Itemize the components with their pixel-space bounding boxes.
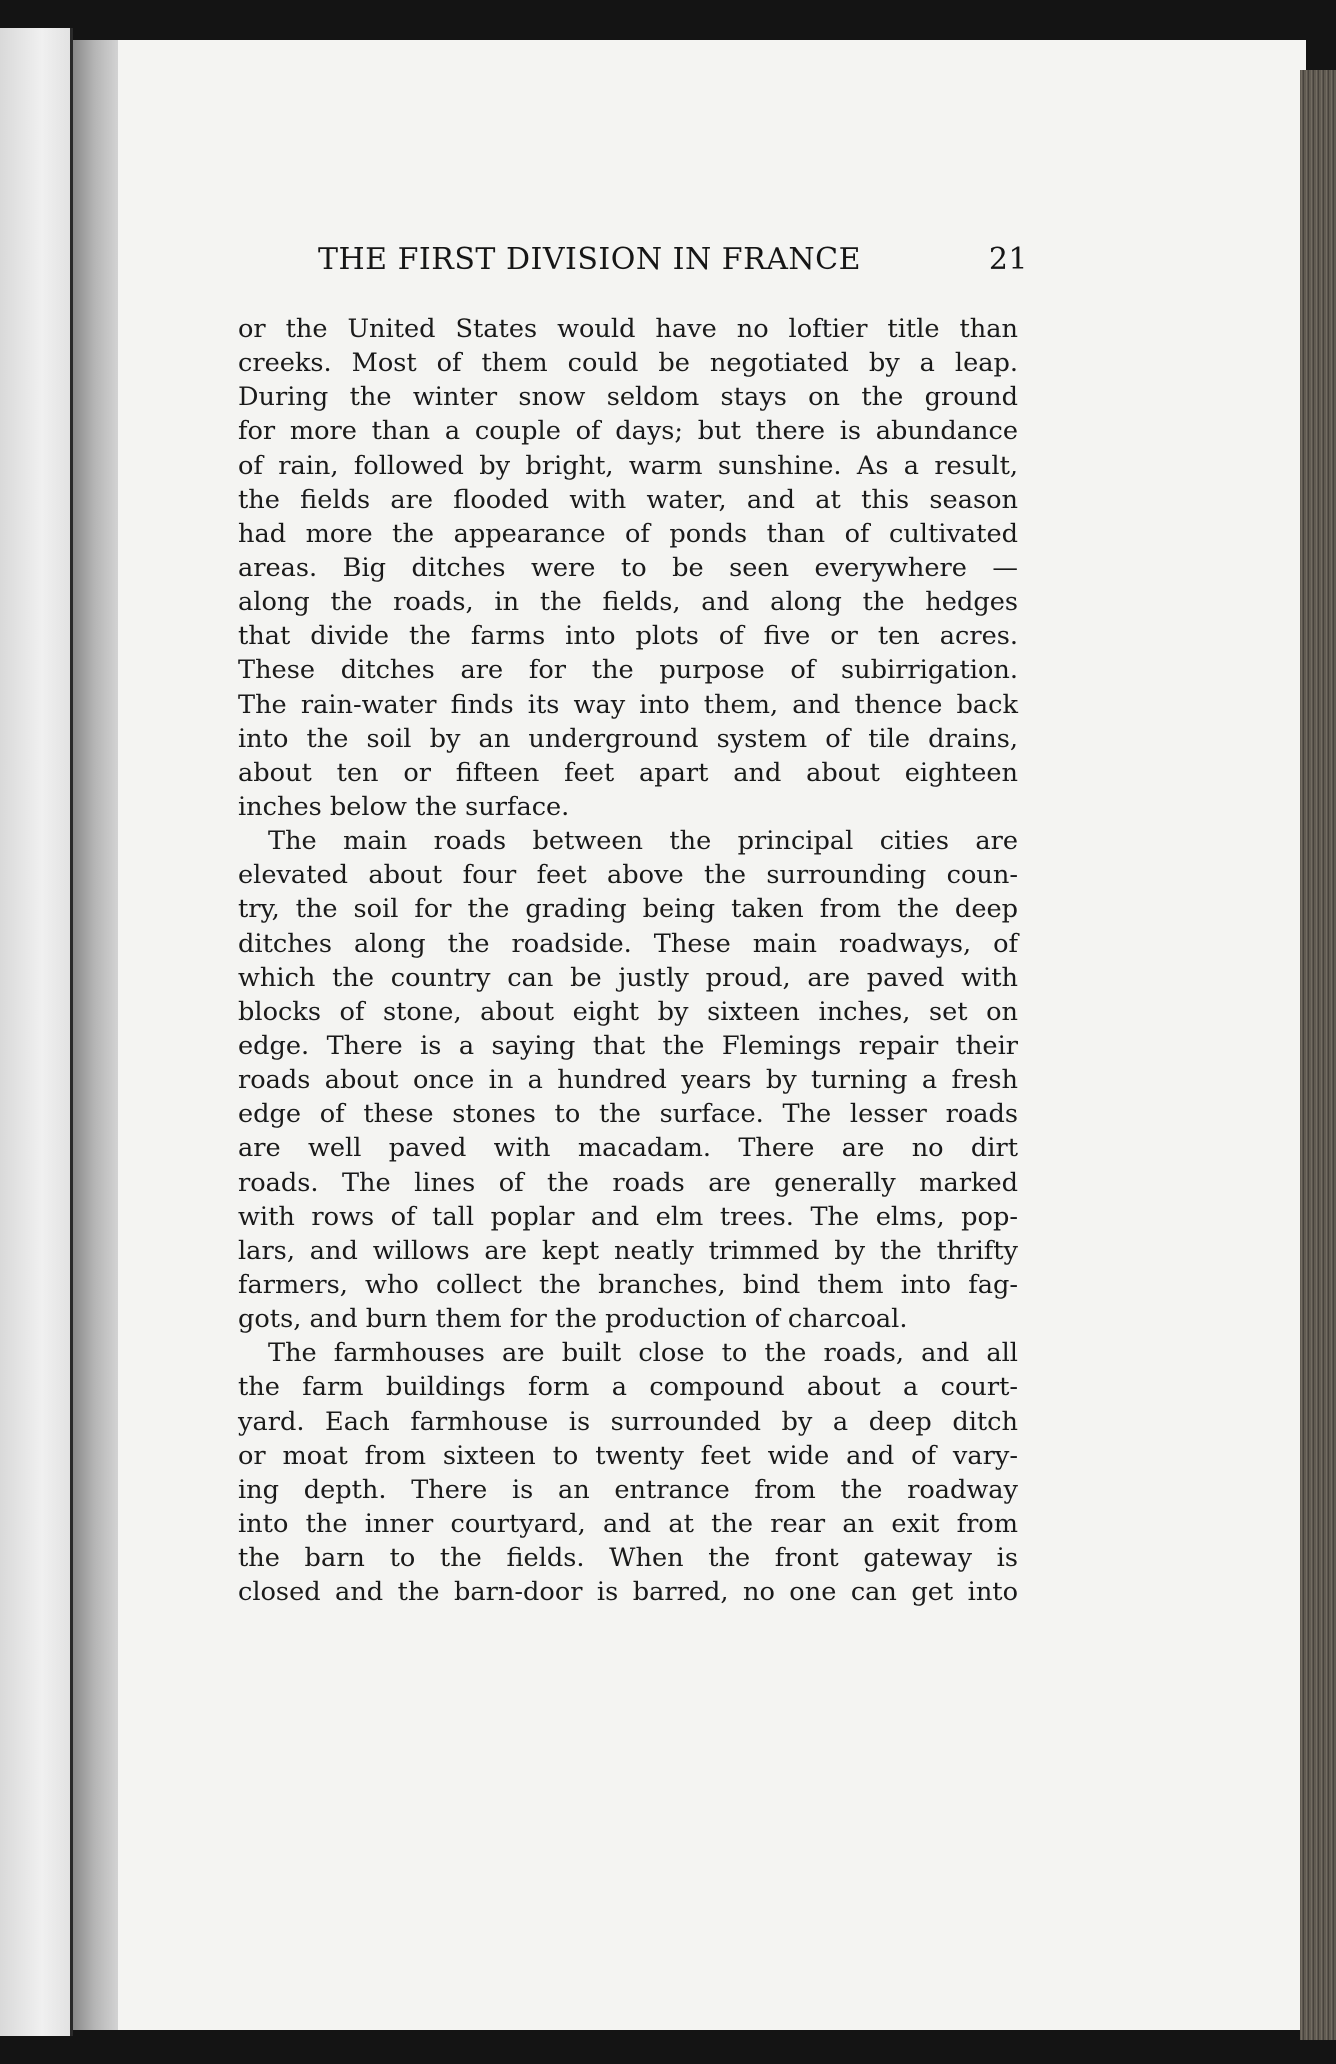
text-line: These ditches are for the purpose of subirrigation. xyxy=(238,655,1018,686)
text-line: that divide the farms into plots of five or ten acres. xyxy=(238,621,1018,652)
text-line: into the soil by an underground system of tile drains, xyxy=(238,723,1018,754)
text-line: yard. Each farmhouse is surrounded by a deep ditch xyxy=(238,1406,1018,1437)
body-text xyxy=(238,312,1018,1609)
paragraph-start-line: The main roads between the principal cities are xyxy=(268,826,1018,857)
text-line: for more than a couple of days; but there is abundance xyxy=(238,416,1018,447)
text-line: or moat from sixteen to twenty feet wide and of vary- xyxy=(238,1440,1018,1471)
text-line: had more the appearance of ponds than of cultivated xyxy=(238,518,1018,549)
text-line: about ten or fifteen feet apart and about eighteen xyxy=(238,757,1018,788)
text-line: creeks. Most of them could be negotiated by a leap. xyxy=(238,348,1018,379)
text-line: the barn to the fields. When the front gateway is xyxy=(238,1543,1018,1574)
facing-page-edge xyxy=(0,28,73,2036)
text-line: are well paved with macadam. There are no dirt xyxy=(238,1133,1018,1164)
text-line: of rain, followed by bright, warm sunshine. As a result, xyxy=(238,450,1018,481)
text-line: lars, and willows are kept neatly trimmed by the thrifty xyxy=(238,1235,1018,1266)
text-line: try, the soil for the grading being taken from the deep xyxy=(238,894,1018,925)
text-line: blocks of stone, about eight by sixteen inches, set on xyxy=(238,996,1018,1027)
page-number: 21 xyxy=(988,242,1028,277)
text-line: elevated about four feet above the surrounding coun- xyxy=(238,860,1018,891)
text-line: areas. Big ditches were to be seen everywhere — xyxy=(238,552,1018,583)
text-line: roads about once in a hundred years by turning a fresh xyxy=(238,1065,1018,1096)
page-stack-edge xyxy=(1300,70,1336,2040)
text-line: ing depth. There is an entrance from the roadway xyxy=(238,1474,1018,1505)
text-line: or the United States would have no loftier title than xyxy=(238,314,1018,344)
text-line: gots, and burn them for the production of charcoal. xyxy=(238,1304,908,1335)
text-line: edge. There is a saying that the Flemings repair their xyxy=(238,1030,1018,1061)
text-line: which the country can be justly proud, are paved with xyxy=(238,962,1018,993)
text-line: the farm buildings form a compound about a court- xyxy=(238,1372,1018,1403)
text-line: roads. The lines of the roads are generally marked xyxy=(238,1167,1018,1198)
running-head-title: THE FIRST DIVISION IN FRANCE xyxy=(318,242,861,277)
text-line: with rows of tall poplar and elm trees. The elms, pop- xyxy=(238,1201,1018,1232)
running-head xyxy=(318,242,1028,286)
text-line: ditches along the roadside. These main roadways, of xyxy=(238,928,1018,959)
text-line: edge of these stones to the surface. The lesser roads xyxy=(238,1099,1018,1130)
paragraph-start-line: The farmhouses are built close to the roads, and all xyxy=(268,1338,1018,1369)
text-line: During the winter snow seldom stays on the ground xyxy=(238,382,1018,413)
text-line: the fields are flooded with water, and at this season xyxy=(238,484,1018,515)
text-line: farmers, who collect the branches, bind them into fag- xyxy=(238,1269,1018,1300)
text-line: The rain-water finds its way into them, and thence back xyxy=(238,689,1018,720)
text-line: closed and the barn-door is barred, no one can get into xyxy=(238,1577,1018,1608)
text-line: into the inner courtyard, and at the rear an exit from xyxy=(238,1508,1018,1539)
text-line: inches below the surface. xyxy=(238,791,570,822)
text-line: along the roads, in the fields, and along the hedges xyxy=(238,587,1018,618)
